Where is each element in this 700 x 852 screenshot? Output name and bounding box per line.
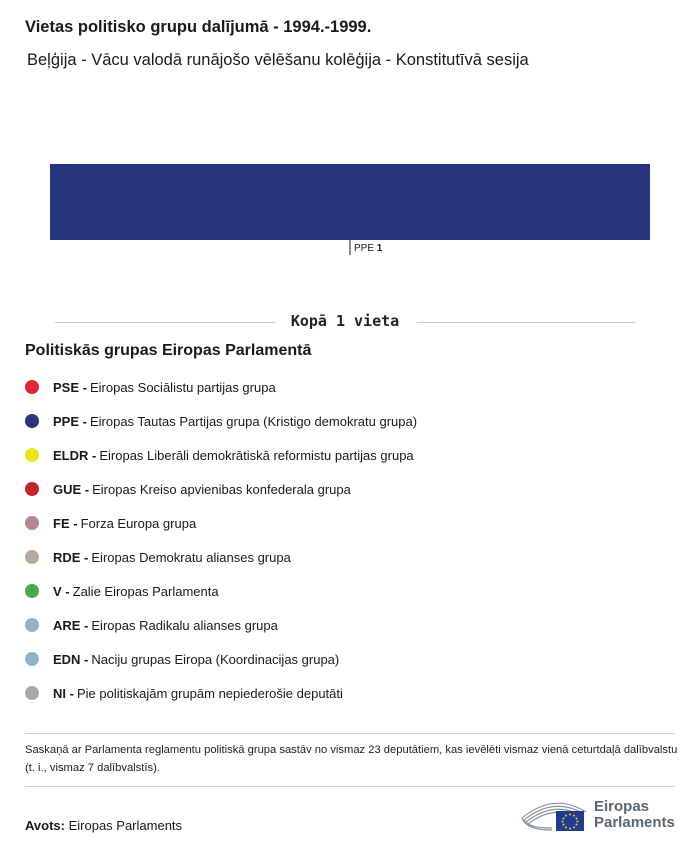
total-seats <box>55 312 635 332</box>
legend-title: Politiskās grupas Eiropas Parlamentā <box>25 342 312 359</box>
total-label: Kopā 1 vieta <box>279 312 411 330</box>
legend-item <box>25 676 417 710</box>
european-parliament-logo <box>520 796 680 836</box>
legend-item <box>25 404 417 438</box>
source-label: Avots: <box>25 818 65 833</box>
legend-item <box>25 472 417 506</box>
legend-color-dot <box>25 380 39 394</box>
divider <box>25 733 675 734</box>
legend-color-dot <box>25 550 39 564</box>
legend-item <box>25 540 417 574</box>
seat-bar-chart <box>0 0 700 300</box>
chart-title: Vietas politisko grupu dalījumā - 1994.-1999. <box>25 18 372 36</box>
chart-subtitle: Beļģija - Vācu valodā runājošo vēlēšanu kolēģija - Konstitutīvā sesija <box>27 51 529 69</box>
logo-line2: Parlaments <box>594 814 675 831</box>
legend-color-dot <box>25 448 39 462</box>
logo-line1: Eiropas <box>594 798 650 815</box>
footnote: Saskaņā ar Parlamenta reglamentu politiskā grupa sastāv no vismaz 23 deputātiem, kas ievēlēti vismaz vienā ceturtdaļā dalībvalstu (t. i., vismaz 7 dalībvalstīs). <box>25 744 678 774</box>
parliament-hemicycle-icon <box>520 796 592 836</box>
legend-item <box>25 642 417 676</box>
legend-abbr: PSE - <box>53 379 87 395</box>
source <box>25 818 182 833</box>
legend-color-dot <box>25 414 39 428</box>
legend <box>25 370 417 710</box>
legend-item <box>25 370 417 404</box>
segment-label <box>354 243 383 254</box>
legend-color-dot <box>25 618 39 632</box>
legend-color-dot <box>25 482 39 496</box>
legend-abbr: GUE - <box>53 481 90 497</box>
divider <box>25 786 675 787</box>
legend-abbr: PPE - <box>53 413 87 429</box>
legend-abbr: V - <box>53 583 70 599</box>
legend-color-dot <box>25 516 39 530</box>
legend-abbr: RDE - <box>53 549 89 565</box>
legend-name: Zalie Eiropas Parlamenta <box>72 583 219 599</box>
legend-color-dot <box>25 686 39 700</box>
legend-name: Pie politiskajām grupām nepiederošie deputāti <box>76 685 343 701</box>
legend-abbr: FE - <box>53 515 78 531</box>
segment-label-value: 1 <box>376 243 383 254</box>
source-value: Eiropas Parlaments <box>68 818 183 833</box>
legend-name: Eiropas Radikalu alianses grupa <box>91 617 278 633</box>
bar-segment-ppe <box>50 164 650 240</box>
legend-abbr: EDN - <box>53 651 89 667</box>
legend-name: Eiropas Demokratu alianses grupa <box>91 549 291 565</box>
legend-item <box>25 574 417 608</box>
legend-abbr: NI - <box>53 685 74 701</box>
segment-label-abbr: PPE <box>354 243 377 254</box>
legend-name: Eiropas Kreiso apvienibas konfederala grupa <box>92 481 351 497</box>
legend-name: Naciju grupas Eiropa (Koordinacijas grupa) <box>91 651 340 667</box>
legend-name: Eiropas Liberāli demokrātiskā reformistu partijas grupa <box>99 447 414 463</box>
legend-abbr: ELDR - <box>53 447 97 463</box>
legend-item <box>25 438 417 472</box>
legend-item <box>25 608 417 642</box>
legend-name: Eiropas Sociālistu partijas grupa <box>89 379 276 395</box>
legend-color-dot <box>25 652 39 666</box>
legend-color-dot <box>25 584 39 598</box>
legend-name: Forza Europa grupa <box>80 515 197 531</box>
legend-name: Eiropas Tautas Partijas grupa (Kristigo demokratu grupa) <box>89 413 418 429</box>
legend-abbr: ARE - <box>53 617 89 633</box>
legend-item <box>25 506 417 540</box>
